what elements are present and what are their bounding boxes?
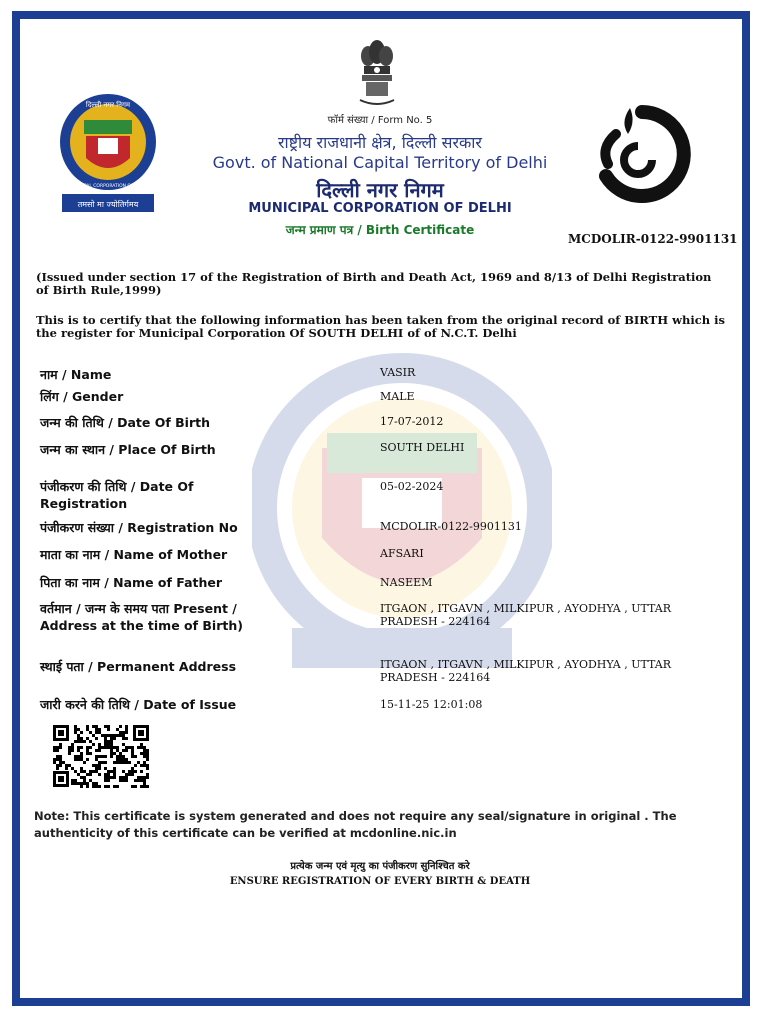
field-label-place-of-birth: जन्म का स्थान / Place Of Birth bbox=[40, 442, 216, 457]
footer-hindi: प्रत्येक जन्म एवं मृत्यु का पंजीकरण सुनिश्चित करे bbox=[290, 861, 470, 872]
footer-english: ENSURE REGISTRATION OF EVERY BIRTH & DEATH bbox=[229, 876, 531, 887]
field-label-name: नाम / Name bbox=[40, 367, 112, 382]
field-label-mother: माता का नाम / Name of Mother bbox=[40, 547, 228, 562]
certificate-number: MCDOLIR-0122-9901131 bbox=[568, 232, 738, 246]
certify-text: This is to certify that the following information has been taken from the original record of BIRTH which is the register for Municipal Corporation Of SOUTH DELHI of of N.C.T. Delhi bbox=[36, 313, 725, 340]
field-label-registration-date: पंजीकरण की तिथि / Date Of Registration bbox=[40, 479, 194, 511]
certificate-title: जन्म प्रमाण पत्र / Birth Certificate bbox=[285, 223, 475, 237]
mcd-title-english: MUNICIPAL CORPORATION OF DELHI bbox=[248, 201, 512, 216]
field-label-registration-no: पंजीकरण संख्या / Registration No bbox=[40, 520, 238, 535]
issued-under-text: (Issued under section 17 of the Registration of Birth and Death Act, 1969 and 8/13 of Delhi Registration of Birth Rule,1999) bbox=[36, 270, 712, 297]
field-value-date-of-issue: 15-11-25 12:01:08 bbox=[380, 698, 483, 711]
logo-top-text: दिल्ली नगर निगम bbox=[85, 101, 131, 109]
field-value-present-address: ITGAON , ITGAVN , MILKIPUR , AYODHYA , UTTAR PRADESH - 224164 bbox=[380, 602, 672, 628]
gov-title-english: Govt. of National Capital Territory of Delhi bbox=[212, 153, 548, 172]
mcd-title-hindi: दिल्ली नगर निगम bbox=[316, 178, 444, 202]
form-number: फॉर्म संख्या / Form No. 5 bbox=[327, 115, 433, 126]
verification-note: Note: This certificate is system generated and does not require any seal/signature in original . The authenticity of this certificate can be verified at mcdonline.nic.in bbox=[34, 809, 677, 840]
field-label-date-of-issue: जारी करने की तिथि / Date of Issue bbox=[40, 697, 237, 712]
mcd-logo bbox=[56, 90, 160, 216]
gov-title-hindi: राष्ट्रीय राजधानी क्षेत्र, दिल्ली सरकार bbox=[278, 133, 482, 152]
logo-ring-text: MUNICIPAL CORPORATION OF DELHI bbox=[67, 184, 149, 189]
qr-code bbox=[52, 724, 150, 788]
field-value-registration-date: 05-02-2024 bbox=[380, 480, 444, 493]
field-value-name: VASIR bbox=[380, 366, 416, 379]
field-value-registration-no: MCDOLIR-0122-9901131 bbox=[380, 520, 522, 533]
field-value-permanent-address: ITGAON , ITGAVN , MILKIPUR , AYODHYA , UTTAR PRADESH - 224164 bbox=[380, 658, 672, 684]
field-label-present-address: वर्तमान / जन्म के समय पता Present / Address at the time of Birth) bbox=[40, 601, 243, 633]
national-emblem-icon bbox=[358, 38, 396, 110]
field-value-place-of-birth: SOUTH DELHI bbox=[380, 441, 465, 454]
field-label-permanent-address: स्थाई पता / Permanent Address bbox=[40, 659, 237, 674]
field-value-gender: MALE bbox=[380, 390, 415, 403]
field-value-father: NASEEM bbox=[380, 576, 433, 589]
field-label-gender: लिंग / Gender bbox=[40, 389, 124, 404]
logo-motto: तमसो मा ज्योतिर्गमय bbox=[77, 200, 139, 209]
field-value-dob: 17-07-2012 bbox=[380, 415, 444, 428]
field-label-dob: जन्म की तिथि / Date Of Birth bbox=[40, 415, 211, 430]
digital-logo-icon bbox=[592, 104, 692, 204]
field-value-mother: AFSARI bbox=[380, 547, 424, 560]
field-label-father: पिता का नाम / Name of Father bbox=[40, 575, 223, 590]
